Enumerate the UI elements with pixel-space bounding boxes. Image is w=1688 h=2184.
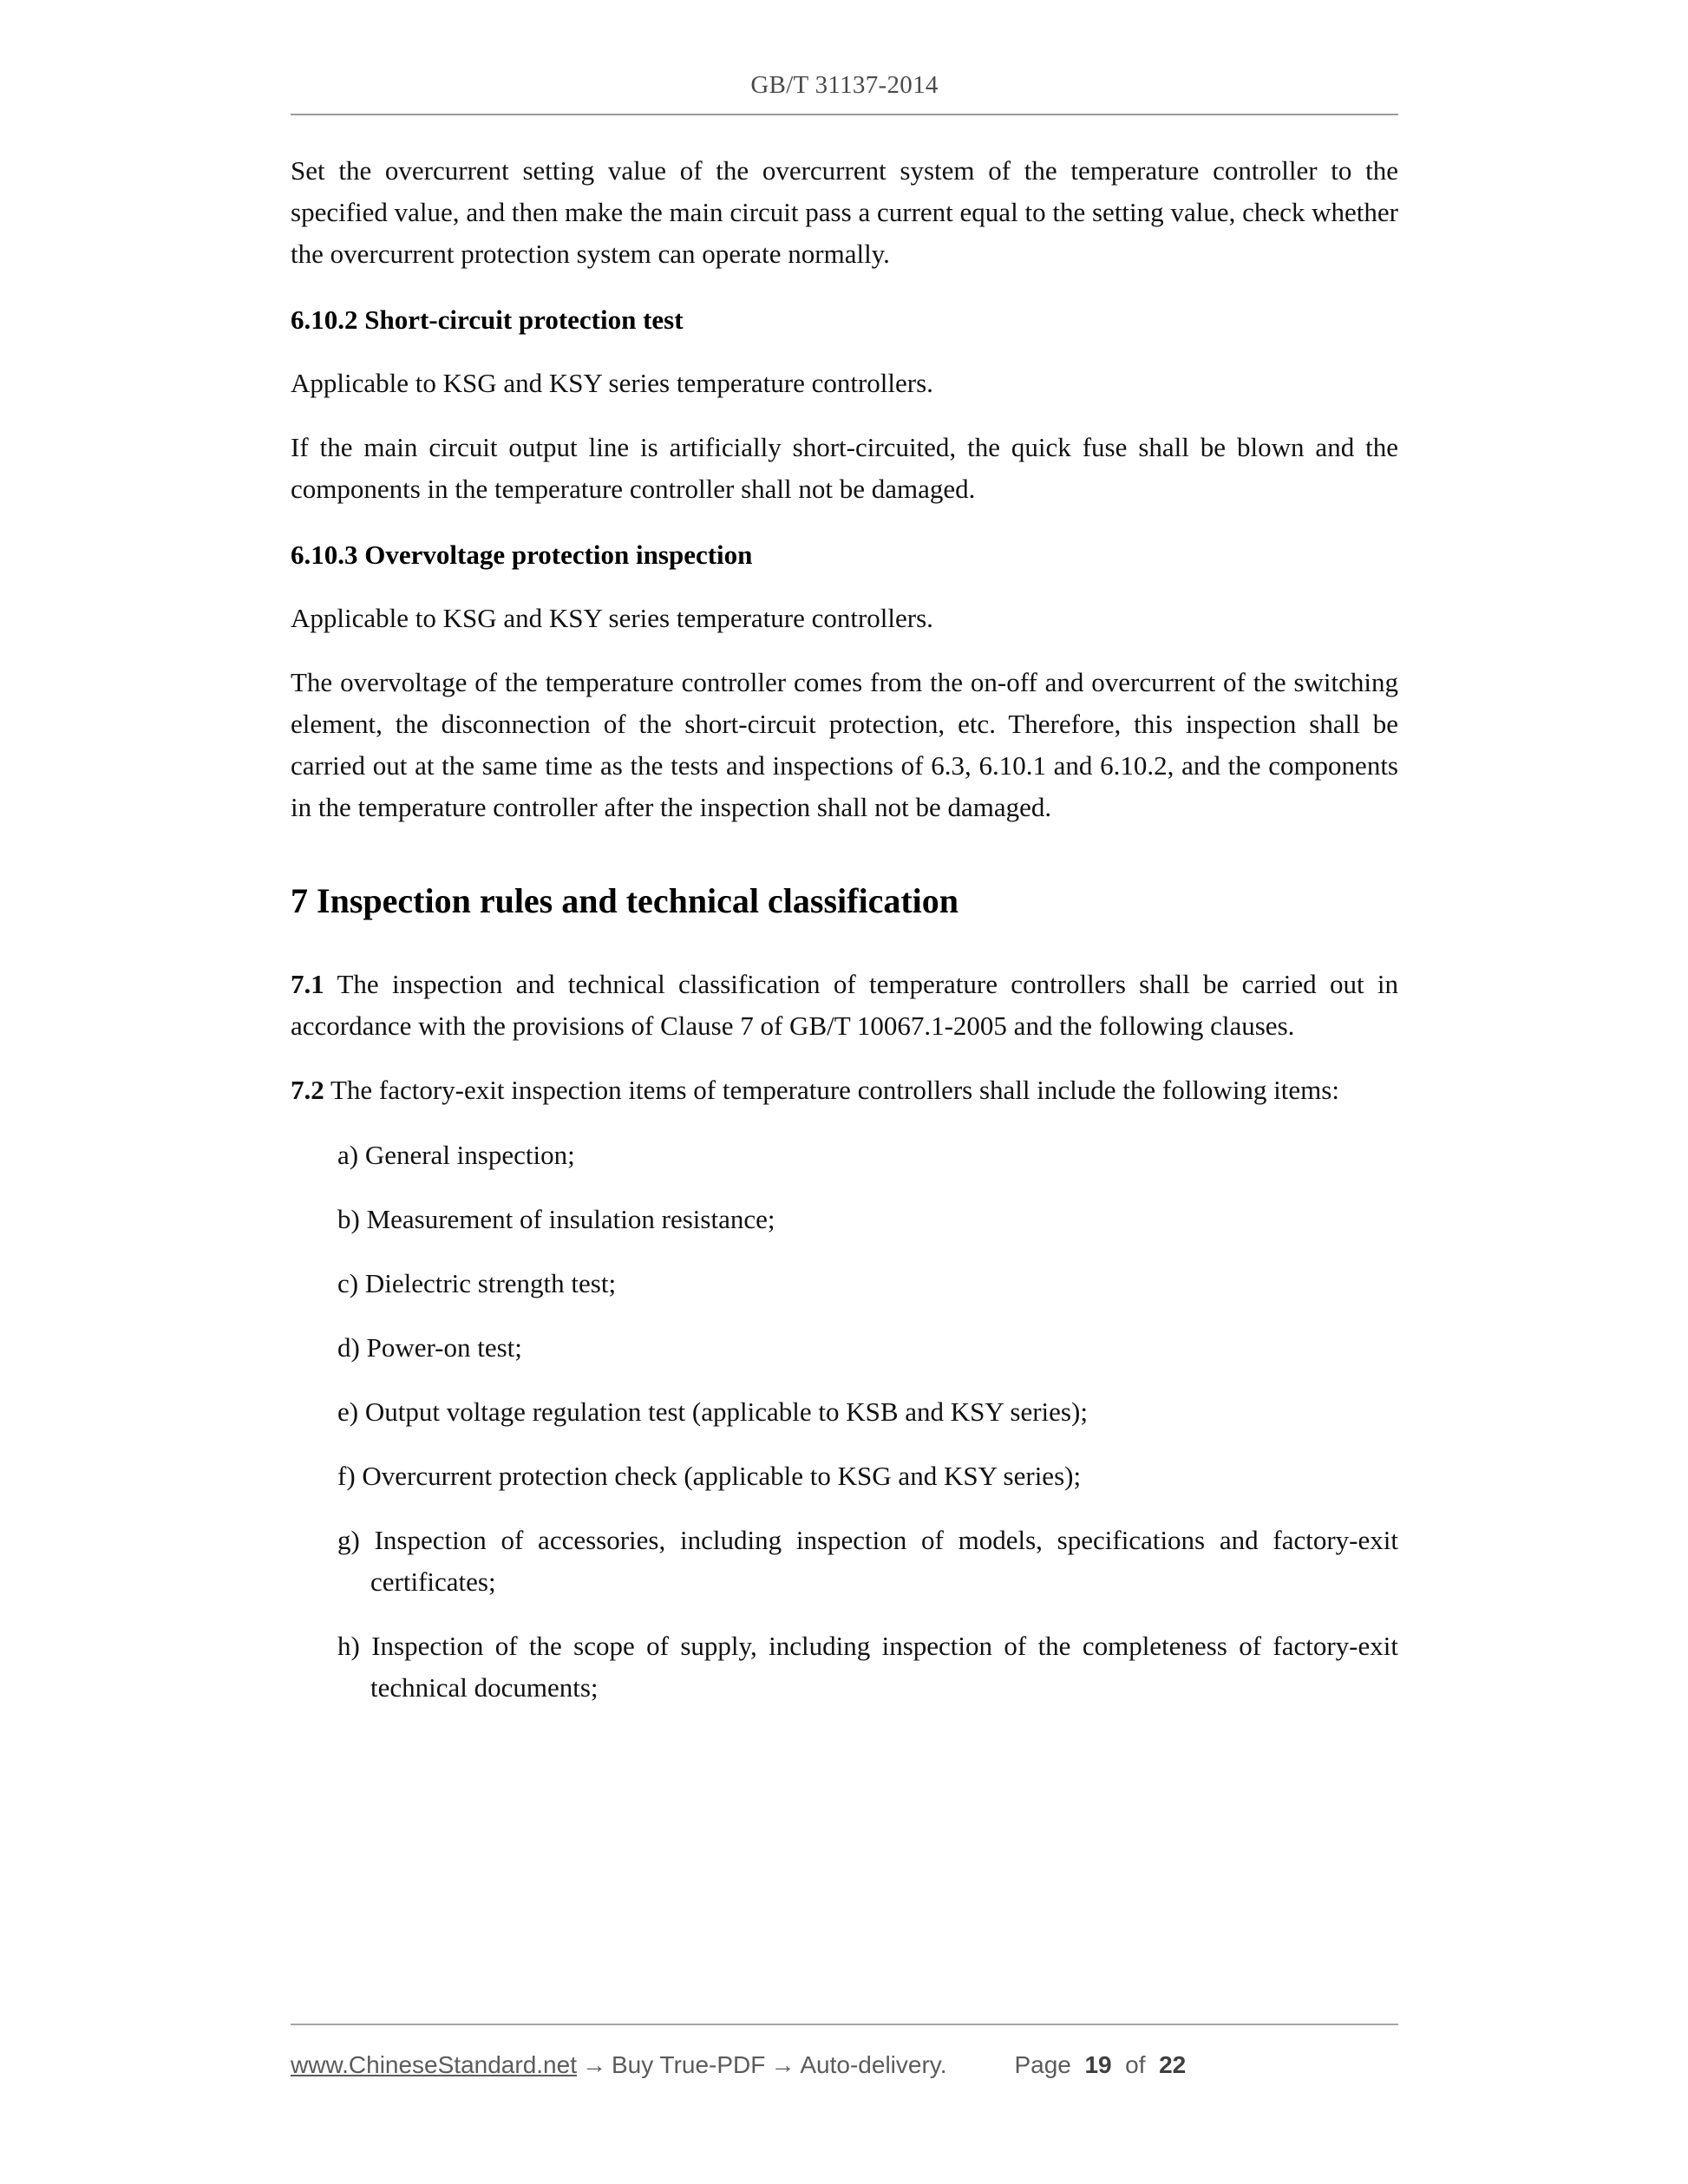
section-6-10-3-paragraph-2: The overvoltage of the temperature controller comes from the on-off and overcurrent of the switching element, the disconnection of the short-circuit protection, etc. Therefore, this inspection shall be carried out at the same time as the tests and inspections of 6.3, 6.10.1 and 6.10.2, and the components in the temperature controller after the inspection shall not be damaged. xyxy=(291,667,1398,823)
list-item-text: h) Inspection of the scope of supply, including inspection of the completeness of factory-exit technical documents; xyxy=(337,1630,1398,1703)
header-divider xyxy=(291,114,1398,115)
list-item-text: e) Output voltage regulation test (applicable to KSB and KSY series); xyxy=(337,1396,1088,1427)
section-6-10-2-paragraph-2: If the main circuit output line is artificially short-circuited, the quick fuse shall be blown and the components in the temperature controller shall not be damaged. xyxy=(291,432,1398,505)
section-heading-6-10-3: 6.10.3 Overvoltage protection inspection xyxy=(291,539,753,571)
footer-promo-delivery: Auto-delivery. xyxy=(800,2051,947,2078)
list-item xyxy=(291,1625,1398,1709)
list-item-text: g) Inspection of accessories, including inspection of models, specifications and factory-exit certificates; xyxy=(337,1524,1398,1597)
subclause-7-2-number: 7.2 xyxy=(291,1075,324,1106)
page-indicator xyxy=(1014,2051,1186,2079)
subclause-7-1 xyxy=(291,964,1398,1047)
of-label: of xyxy=(1125,2051,1146,2078)
page-footer xyxy=(291,2024,1398,2079)
page-total: 22 xyxy=(1159,2051,1187,2078)
clause-7-heading: 7 Inspection rules and technical classification xyxy=(291,881,959,921)
list-item-text: d) Power-on test; xyxy=(337,1331,522,1363)
footer-divider xyxy=(291,2024,1398,2025)
list-item-text: a) General inspection; xyxy=(337,1139,575,1170)
page-content-column xyxy=(291,0,1398,1731)
list-item xyxy=(291,1520,1398,1603)
document-body xyxy=(291,150,1398,1709)
subclause-7-1-number: 7.1 xyxy=(291,969,324,1000)
list-item xyxy=(291,1391,1398,1433)
arrow-right-icon: → xyxy=(581,2051,606,2078)
subclause-7-1-text: The inspection and technical classification of temperature controllers shall be carried out in accordance with the provisions of Clause 7 of GB/T 10067.1-2005 and the following clauses. xyxy=(291,969,1398,1042)
footer-url-link[interactable]: www.ChineseStandard.net xyxy=(291,2051,577,2078)
page-label: Page xyxy=(1014,2051,1071,2078)
list-item xyxy=(291,1263,1398,1305)
section-heading-6-10-2: 6.10.2 Short-circuit protection test xyxy=(291,304,684,336)
list-item-text: b) Measurement of insulation resistance; xyxy=(337,1203,775,1234)
list-item xyxy=(291,1455,1398,1497)
footer-promo-buy: Buy True-PDF xyxy=(611,2051,766,2078)
list-item xyxy=(291,1327,1398,1369)
list-item-text: c) Dielectric strength test; xyxy=(337,1267,617,1298)
list-item xyxy=(291,1199,1398,1240)
arrow-right-icon: → xyxy=(770,2051,795,2078)
footer-row xyxy=(291,2051,1398,2079)
inspection-items-list xyxy=(291,1135,1398,1709)
intro-paragraph: Set the overcurrent setting value of the overcurrent system of the temperature controller to the specified value, and then make the main circuit pass a current equal to the setting value, check whether the overcurrent protection system can operate normally. xyxy=(291,155,1398,270)
list-item xyxy=(291,1135,1398,1176)
footer-promo xyxy=(291,2051,946,2079)
running-head: GB/T 31137-2014 xyxy=(750,71,939,99)
page-number: 19 xyxy=(1084,2051,1112,2078)
subclause-7-2-text: The factory-exit inspection items of temperature controllers shall include the following items: xyxy=(324,1075,1339,1106)
section-6-10-2-paragraph-1: Applicable to KSG and KSY series temperature controllers. xyxy=(291,368,933,399)
subclause-7-2 xyxy=(291,1069,1398,1111)
list-item-text: f) Overcurrent protection check (applicable to KSG and KSY series); xyxy=(337,1460,1082,1491)
section-6-10-3-paragraph-1: Applicable to KSG and KSY series temperature controllers. xyxy=(291,603,933,634)
